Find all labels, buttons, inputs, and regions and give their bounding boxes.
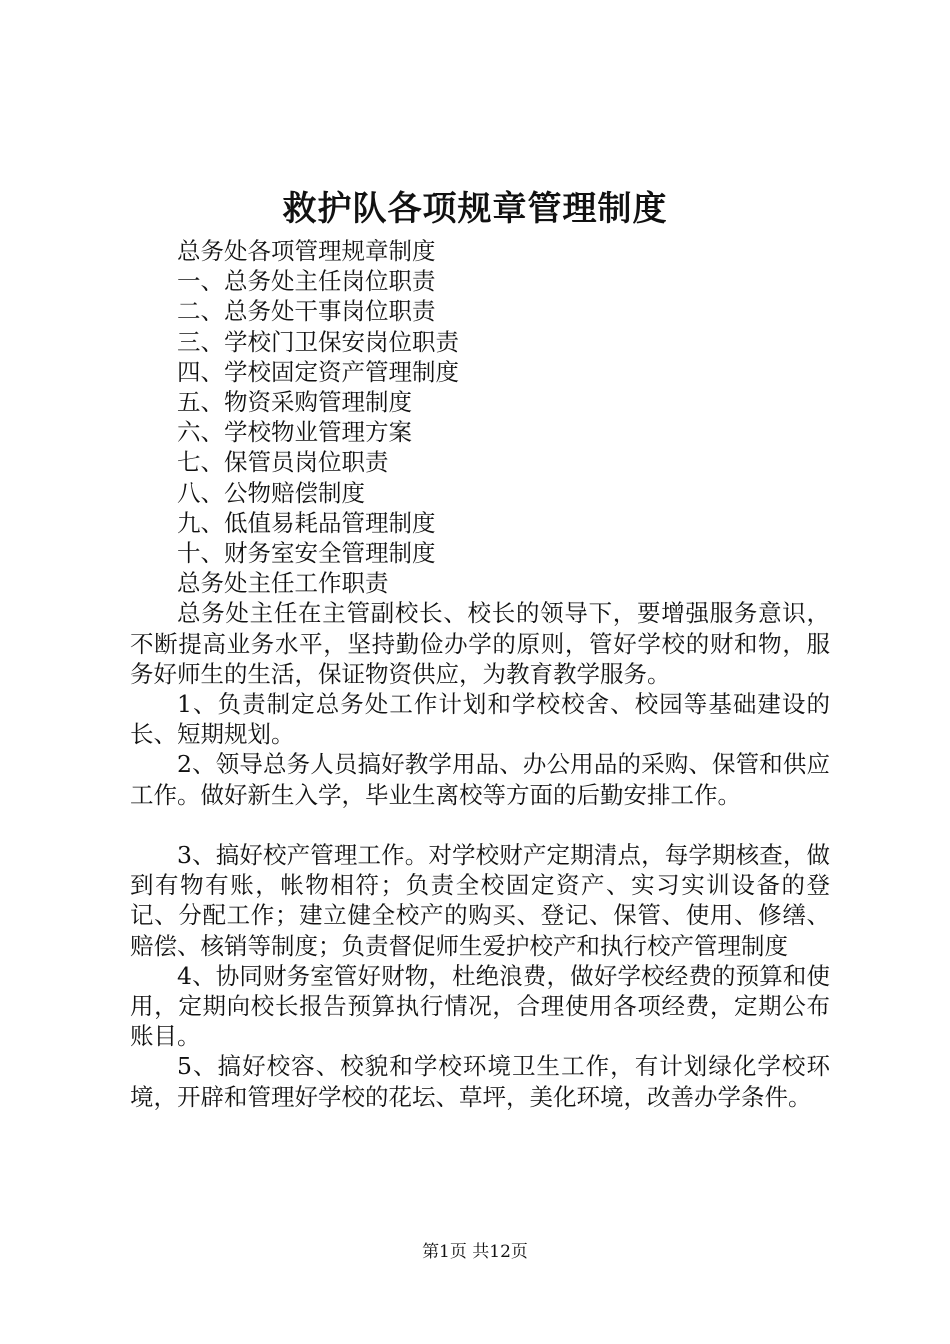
toc-item: 七、保管员岗位职责 [177,448,389,477]
blank-line [130,810,830,840]
toc-item: 二、总务处干事岗位职责 [177,297,436,326]
document-title: 救护队各项规章管理制度 [282,189,668,229]
body-paragraph: 5、搞好校容、校貌和学校环境卫生工作，有计划绿化学校环境，开辟和管理好学校的花坛、草坪，美化环境，改善办学条件。 [130,1052,830,1111]
toc-item: 十、财务室安全管理制度 [177,539,436,568]
body-paragraph: 4、协同财务室管好财物，杜绝浪费，做好学校经费的预算和使用，定期向校长报告预算执行情况，合理使用各项经费，定期公布账目。 [130,961,830,1051]
toc-item: 八、公物赔偿制度 [177,478,365,507]
document-body [130,236,830,1112]
toc-item: 九、低值易耗品管理制度 [177,508,436,537]
page-number: 第1页 共12页 [422,1242,528,1262]
toc-item: 六、学校物业管理方案 [177,418,412,447]
body-paragraph: 3、搞好校产管理工作。对学校财产定期清点，每学期核查，做到有物有账，帐物相符；负责全校固定资产、实习实训设备的登记、分配工作；建立健全校产的购买、登记、保管、使用、修缮、赔偿、核销等制度；负责督促师生爱护校产和执行校产管理制度 [130,841,830,960]
section-heading: 总务处主任工作职责 [177,569,389,598]
toc-item: 三、学校门卫保安岗位职责 [177,327,459,356]
toc-item: 五、物资采购管理制度 [177,388,412,417]
body-paragraph: 2、领导总务人员搞好教学用品、办公用品的采购、保管和供应工作。做好新生入学，毕业生离校等方面的后勤安排工作。 [130,750,830,809]
toc-item: 一、总务处主任岗位职责 [177,267,436,296]
body-paragraph: 1、负责制定总务处工作计划和学校校舍、校园等基础建设的长、短期规划。 [130,690,830,749]
body-paragraph: 总务处主任在主管副校长、校长的领导下，要增强服务意识，不断提高业务水平，坚持勤俭办学的原则，管好学校的财和物，服务好师生的生活，保证物资供应，为教育教学服务。 [130,599,830,688]
toc-heading: 总务处各项管理规章制度 [177,237,436,265]
toc-item: 四、学校固定资产管理制度 [177,357,459,386]
